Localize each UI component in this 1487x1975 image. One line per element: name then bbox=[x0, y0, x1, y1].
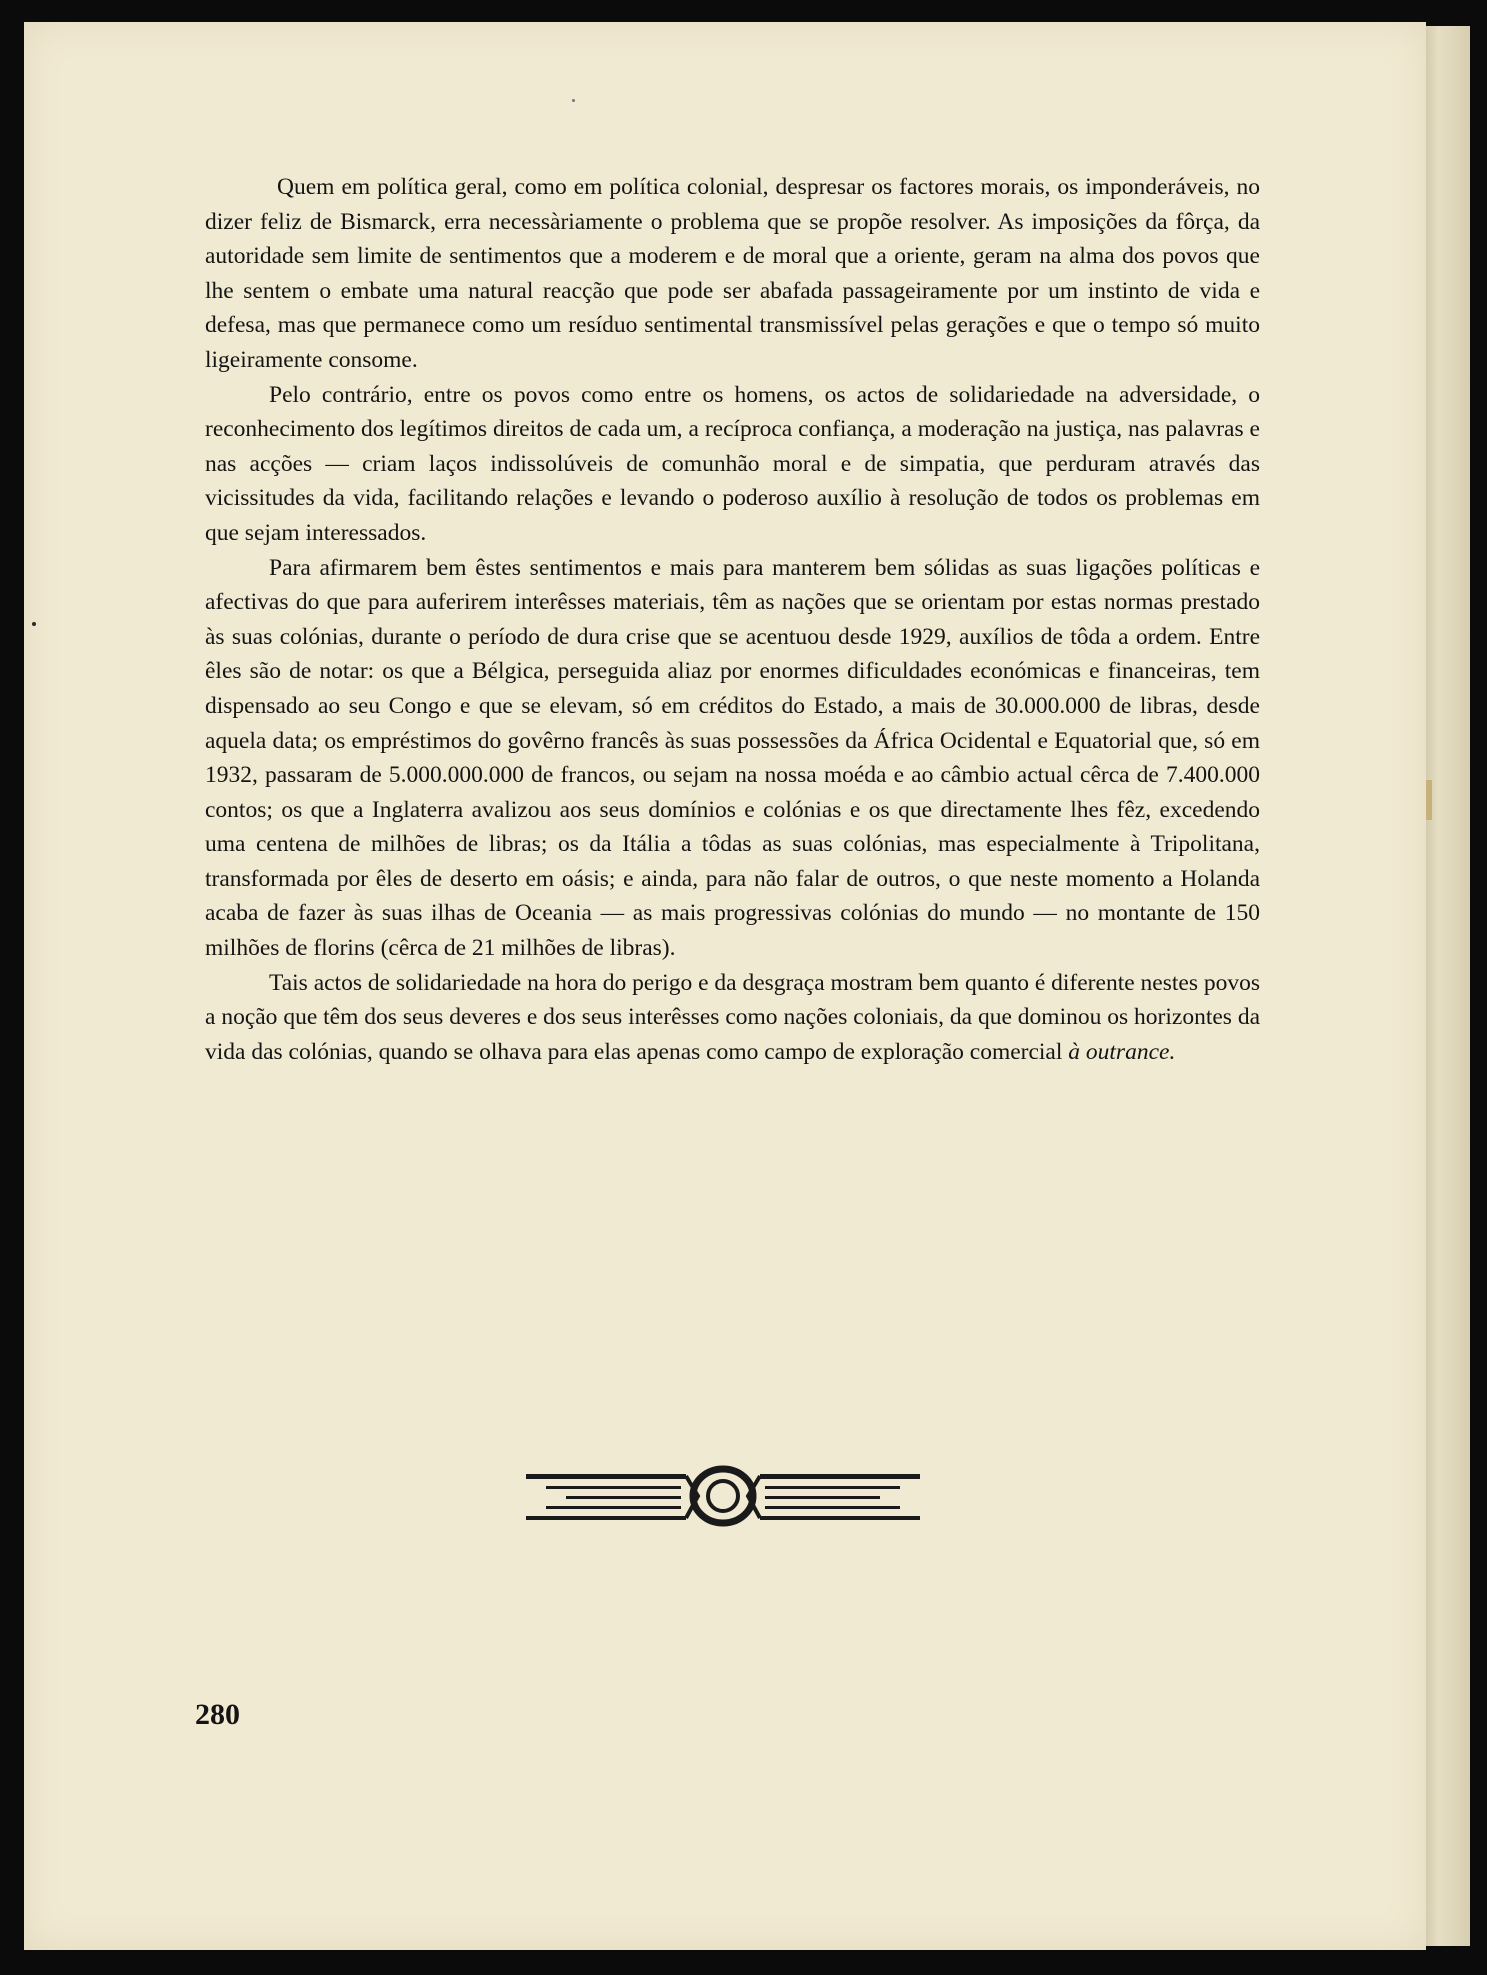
paragraph-1: Quem em política geral, como em política colonial, despresar os factores morais, os imponderáveis, no dizer feliz de Bismarck, erra necessàriamente o problema que se propõe resolver. As imposições da fôrça, da autoridade sem limite de sentimentos que a moderem e de moral que a oriente, geram na alma dos povos que lhe sentem o embate uma natural reacção que pode ser abafada passageiramente por um instinto de vida e defesa, mas que permanece como um resíduo sentimental transmissível pelas gerações e que o tempo só muito ligeiramente consome. bbox=[205, 174, 1260, 373]
body-text bbox=[205, 170, 1260, 1069]
decorative-rule-ornament-icon bbox=[526, 1464, 920, 1530]
paragraph-3: Para afirmarem bem êstes sentimentos e mais para manterem bem sólidas as suas ligações políticas e afectivas do que para auferirem interêsses materiais, têm as nações que se orientam por estas normas prestado às suas colónias, durante o período de dura crise que se acentuou desde 1929, auxílios de tôda a ordem. Entre êles são de notar: os que a Bélgica, perseguida aliaz por enormes dificuldades económicas e financeiras, tem dispensado ao seu Congo e que se elevam, só em créditos do Estado, a mais de 30.000.000 de libras, desde aquela data; os empréstimos do govêrno francês às suas possessões da África Ocidental e Equatorial que, só em 1932, passaram de 5.000.000.000 de francos, ou sejam na nossa moéda e ao câmbio actual cêrca de 7.400.000 contos; os que a Inglaterra avalizou aos seus domínios e colónias e os que directamente lhes fêz, excedendo uma centena de milhões de libras; os da Itália a tôdas as suas colónias, mas especialmente à Tripolitana, transformada por êles de deserto em oásis; e ainda, para não falar de outros, o que neste momento a Holanda acaba de fazer às suas ilhas de Oceania — as mais progressivas colónias do mundo — no montante de 150 milhões de florins (cêrca de 21 milhões de libras). bbox=[205, 554, 1260, 962]
paragraph-4-text: Tais actos de solidariedade na hora do perigo e da desgraça mostram bem quanto é diferente nestes povos a noção que têm dos seus deveres e dos seus interêsses como nações coloniais, da que dominou os horizontes da vida das colónias, quando se olhava para elas apenas como campo de exploração comercial bbox=[205, 969, 1260, 1065]
paper-speck bbox=[32, 622, 36, 626]
adjacent-page-edge bbox=[1422, 26, 1470, 1946]
paragraph-4 bbox=[205, 966, 1260, 1070]
paragraph-2: Pelo contrário, entre os povos como entre os homens, os actos de solidariedade na adversidade, o reconhecimento dos legítimos direitos de cada um, a recíproca confiança, a moderação na justiça, nas palavras e nas acções — criam laços indissolúveis de comunhão moral e de simpatia, que perduram através das vicissitudes da vida, facilitando relações e levando o poderoso auxílio à resolução de todos os problemas em que sejam interessados. bbox=[205, 381, 1260, 546]
paragraph-4-italic-phrase: à outrance. bbox=[1068, 1038, 1176, 1065]
paper-speck bbox=[572, 99, 575, 102]
page-number: 280 bbox=[195, 1698, 240, 1731]
